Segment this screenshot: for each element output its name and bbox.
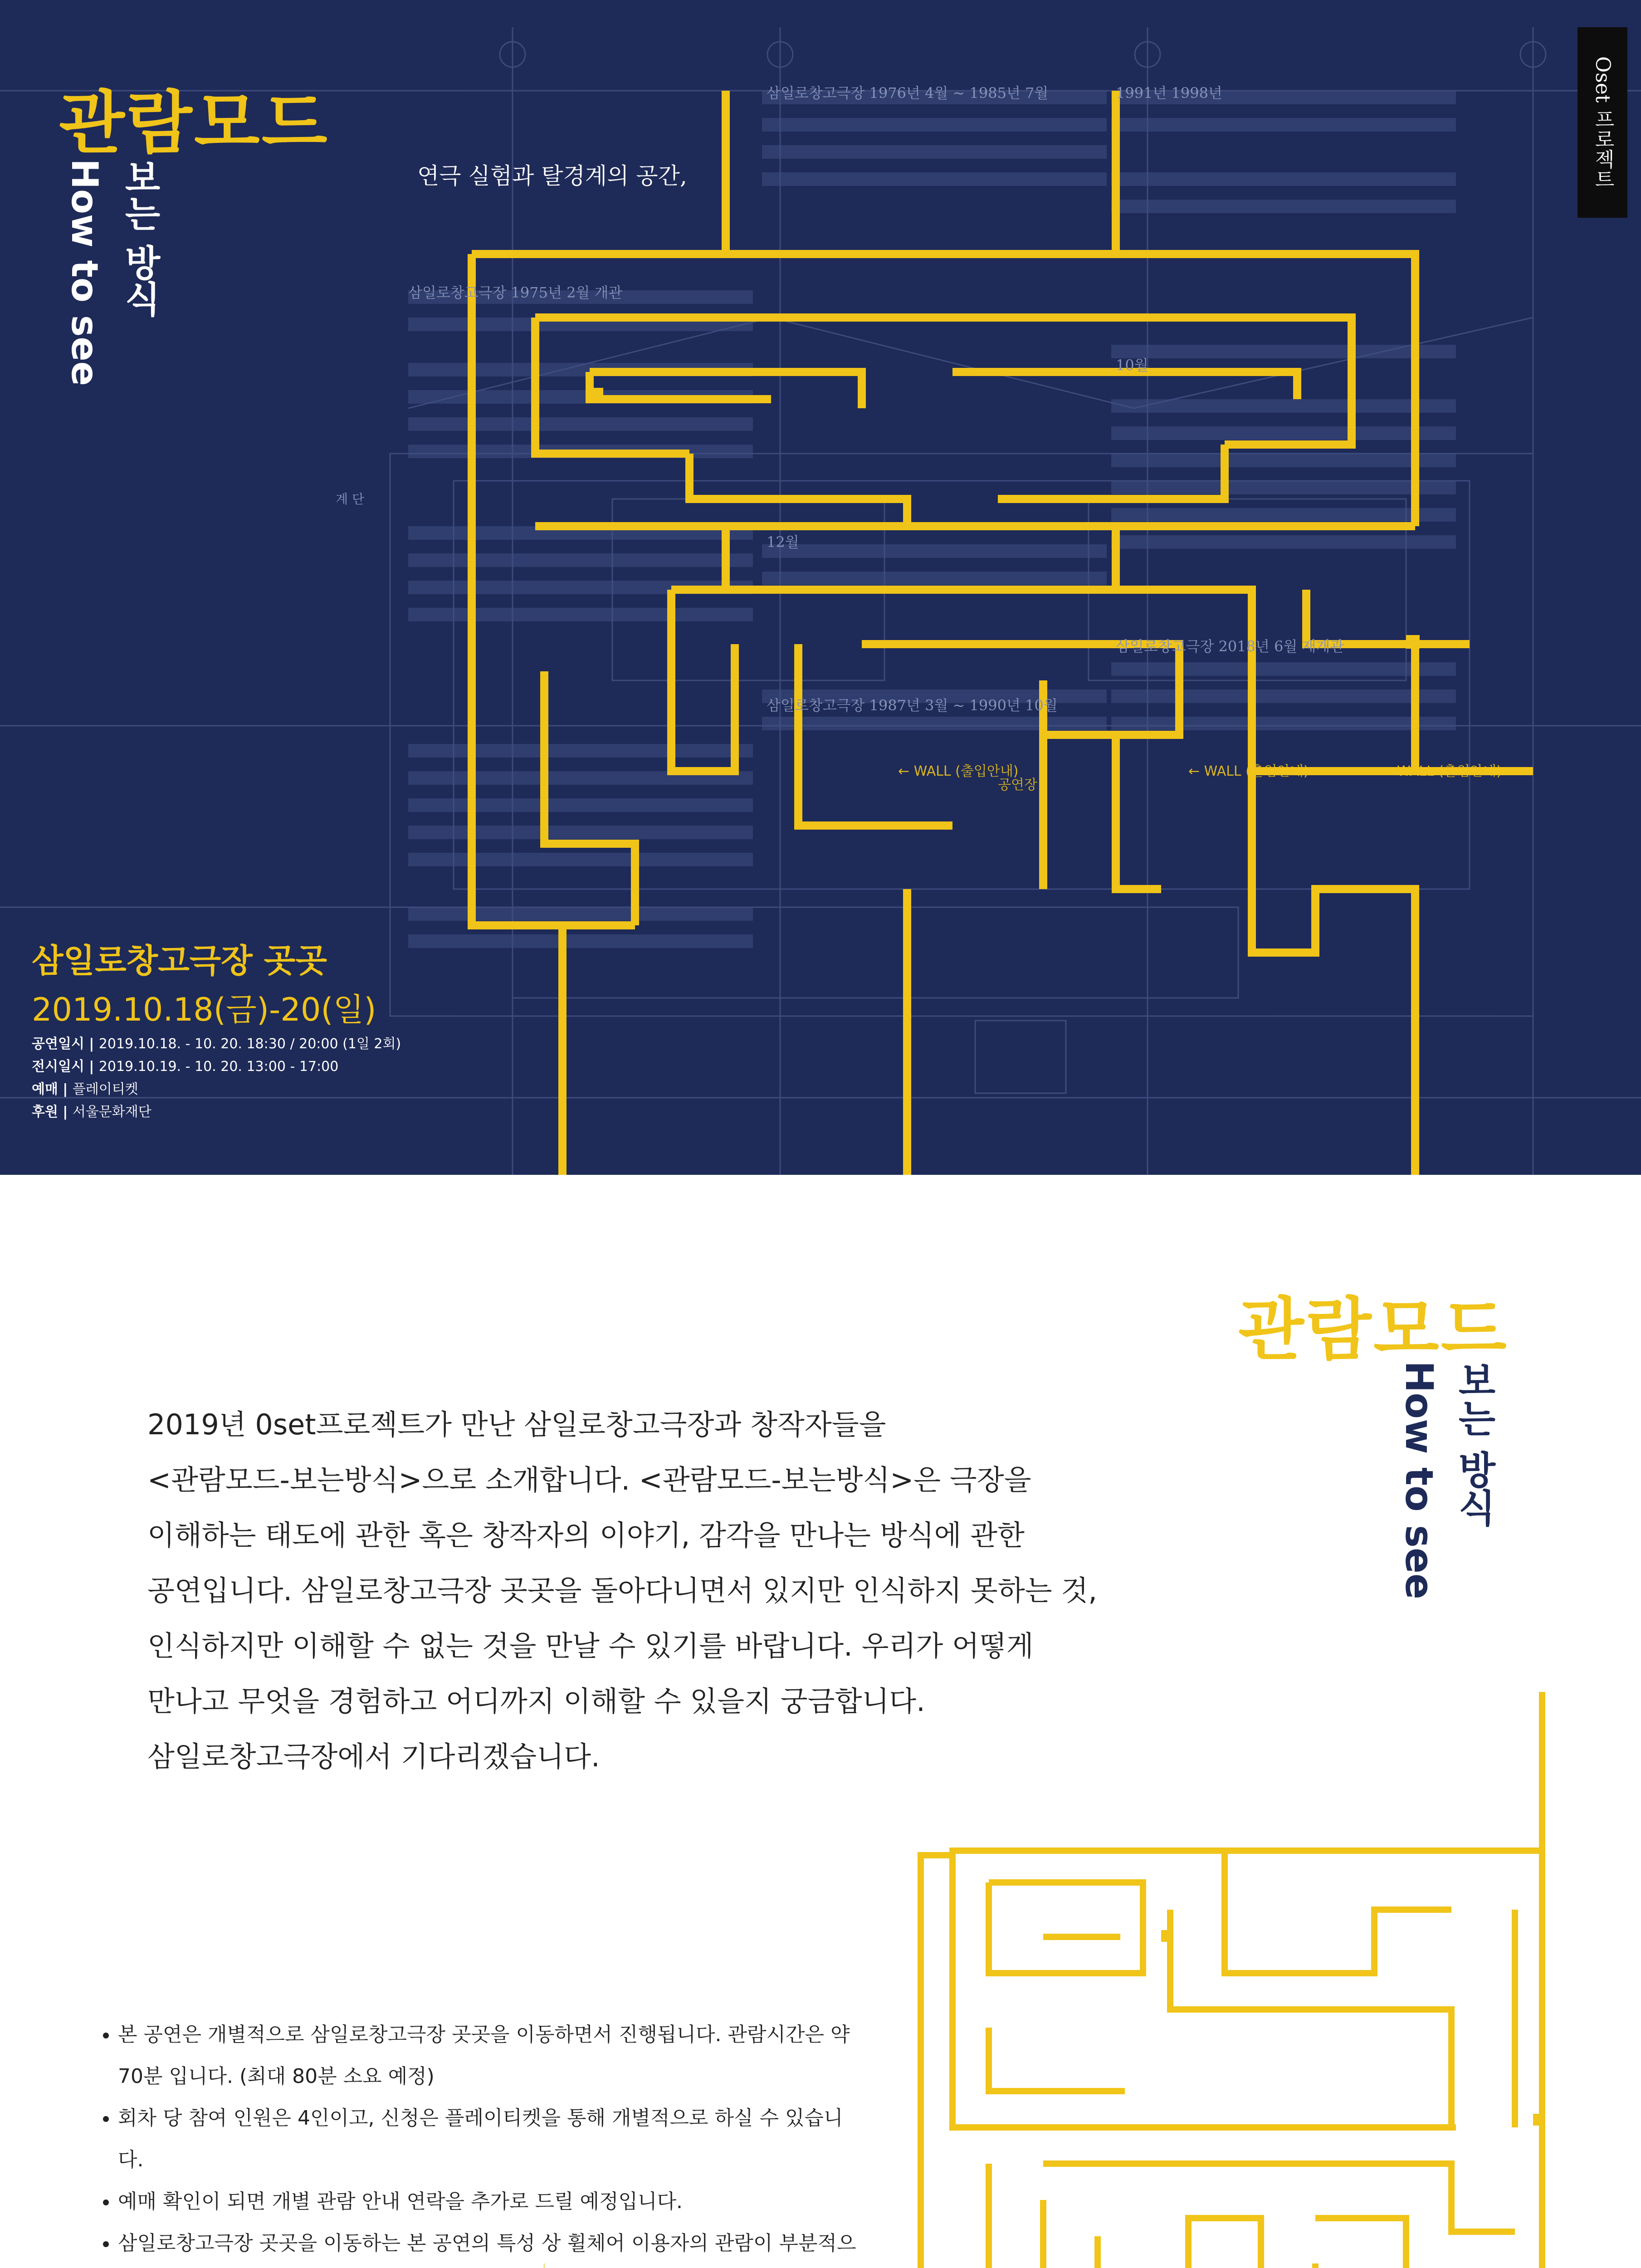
notes-list — [91, 2014, 862, 2268]
blueprint-label-hall: 공연장 — [998, 777, 1037, 793]
poster-intro: 연극 실험과 탈경계의 공간, — [417, 163, 687, 189]
blueprint-label-wall-1: ← WALL (출입안내) — [898, 763, 1019, 779]
poster-subtitle-en: How to see — [63, 159, 106, 386]
info-title: 관람모드 — [1238, 1290, 1509, 1369]
info-value: 2019.10.19. - 10. 20. 13:00 - 17:00 — [98, 1059, 339, 1075]
info-section — [0, 1175, 1641, 2268]
poster-venue: 삼일로창고극장 곳곳 — [32, 942, 327, 980]
info-label: 후원 — [32, 1104, 58, 1120]
blueprint-label-wall-3: WALL (출입안내) → — [1397, 763, 1518, 779]
info-value: 플레이티켓 — [72, 1081, 138, 1097]
intro-line: 인식하지만 이해할 수 없는 것을 만날 수 있기를 바랍니다. 우리가 어떻게 — [147, 1629, 1034, 1662]
poster-info-row: 예매 | 플레이티켓 — [32, 1081, 138, 1097]
bg-text-snippet-4: 삼일로창고극장 2018년 6월 재개관 — [1116, 638, 1344, 655]
bg-text-snippet-7: 삼일로창고극장 1987년 3월 ~ 1990년 10월 — [767, 697, 1058, 714]
intro-line: 2019년 0set프로젝트가 만난 삼일로창고극장과 창작자들을 — [147, 1408, 886, 1441]
poster-info-row: 공연일시 | 2019.10.18. - 10. 20. 18:30 / 20:00 (1일 2회) — [32, 1036, 401, 1052]
info-value: 2019.10.18. - 10. 20. 18:30 / 20:00 (1일 2회) — [98, 1036, 401, 1052]
intro-line: 공연입니다. 삼일로창고극장 곳곳을 돌아다니면서 있지만 인식하지 못하는 것, — [147, 1574, 1097, 1607]
intro-line: 삼일로창고극장에서 기다리겠습니다. — [147, 1740, 600, 1773]
blueprint-label-wall-2: ← WALL (출입안내) — [1188, 763, 1309, 779]
bg-text-snippet-5: 10월 — [1116, 357, 1148, 374]
blueprint-label-stairs: 계 단 — [336, 492, 364, 507]
poster-subtitle-kr: 보는 방식 — [118, 159, 161, 317]
intro-line: 이해하는 태도에 관한 혹은 창작자의 이야기, 감각을 만나는 방식에 관한 — [147, 1519, 1025, 1552]
info-value: 서울문화재단 — [72, 1104, 151, 1120]
poster-dates: 2019.10.18(금)-20(일) — [32, 991, 376, 1028]
intro-line: 만나고 무엇을 경험하고 어디까지 이해할 수 있을지 궁금합니다. — [147, 1685, 925, 1718]
intro-paragraph — [147, 1397, 1236, 1784]
note-item: • 본 공연은 개별적으로 삼일로창고극장 곳곳을 이동하면서 진행됩니다. 관람시간은 약 70분 입니다. (최대 80분 소요 예정) — [118, 2014, 862, 2097]
poster-info-row: 전시일시 | 2019.10.19. - 10. 20. 13:00 - 17:00 — [32, 1059, 339, 1075]
info-label: 예매 — [32, 1081, 58, 1097]
bg-text-snippet-3: 삼일로창고극장 1975년 2월 개관 — [408, 284, 623, 301]
poster-info-list — [32, 1030, 401, 1123]
info-label: 전시일시 — [32, 1059, 84, 1075]
note-item: • 회차 당 참여 인원은 4인이고, 신청은 플레이티켓을 통해 개별적으로 하실 수 있습니다. — [118, 2097, 862, 2181]
bg-text-snippet-6: 12월 — [767, 533, 799, 551]
info-subtitle-kr: 보는 방식 — [1452, 1361, 1496, 1527]
info-label: 공연일시 — [32, 1036, 84, 1052]
poster-title: 관람모드 — [59, 84, 329, 163]
intro-line: <관람모드-보는방식>으로 소개합니다. <관람모드-보는방식>은 극장을 — [147, 1463, 1031, 1496]
info-subtitle-en: How to see — [1397, 1361, 1441, 1599]
bg-text-snippet-2: 1991년 1998년 — [1116, 84, 1222, 102]
poster-info-row: 후원 | 서울문화재단 — [32, 1104, 151, 1120]
poster-tag: Oset 프로젝트 — [1578, 27, 1627, 218]
note-item: • 삼일로창고극장 곳곳을 이동하는 본 공연의 특성 상 휠체어 이용자의 관람이 부분적으 — [118, 2223, 862, 2268]
bg-text-snippet-1: 삼일로창고극장 1976년 4월 ~ 1985년 7월 — [767, 84, 1049, 102]
note-item: • 예매 확인이 되면 개별 관람 안내 연락을 추가로 드릴 예정입니다. — [118, 2181, 862, 2223]
